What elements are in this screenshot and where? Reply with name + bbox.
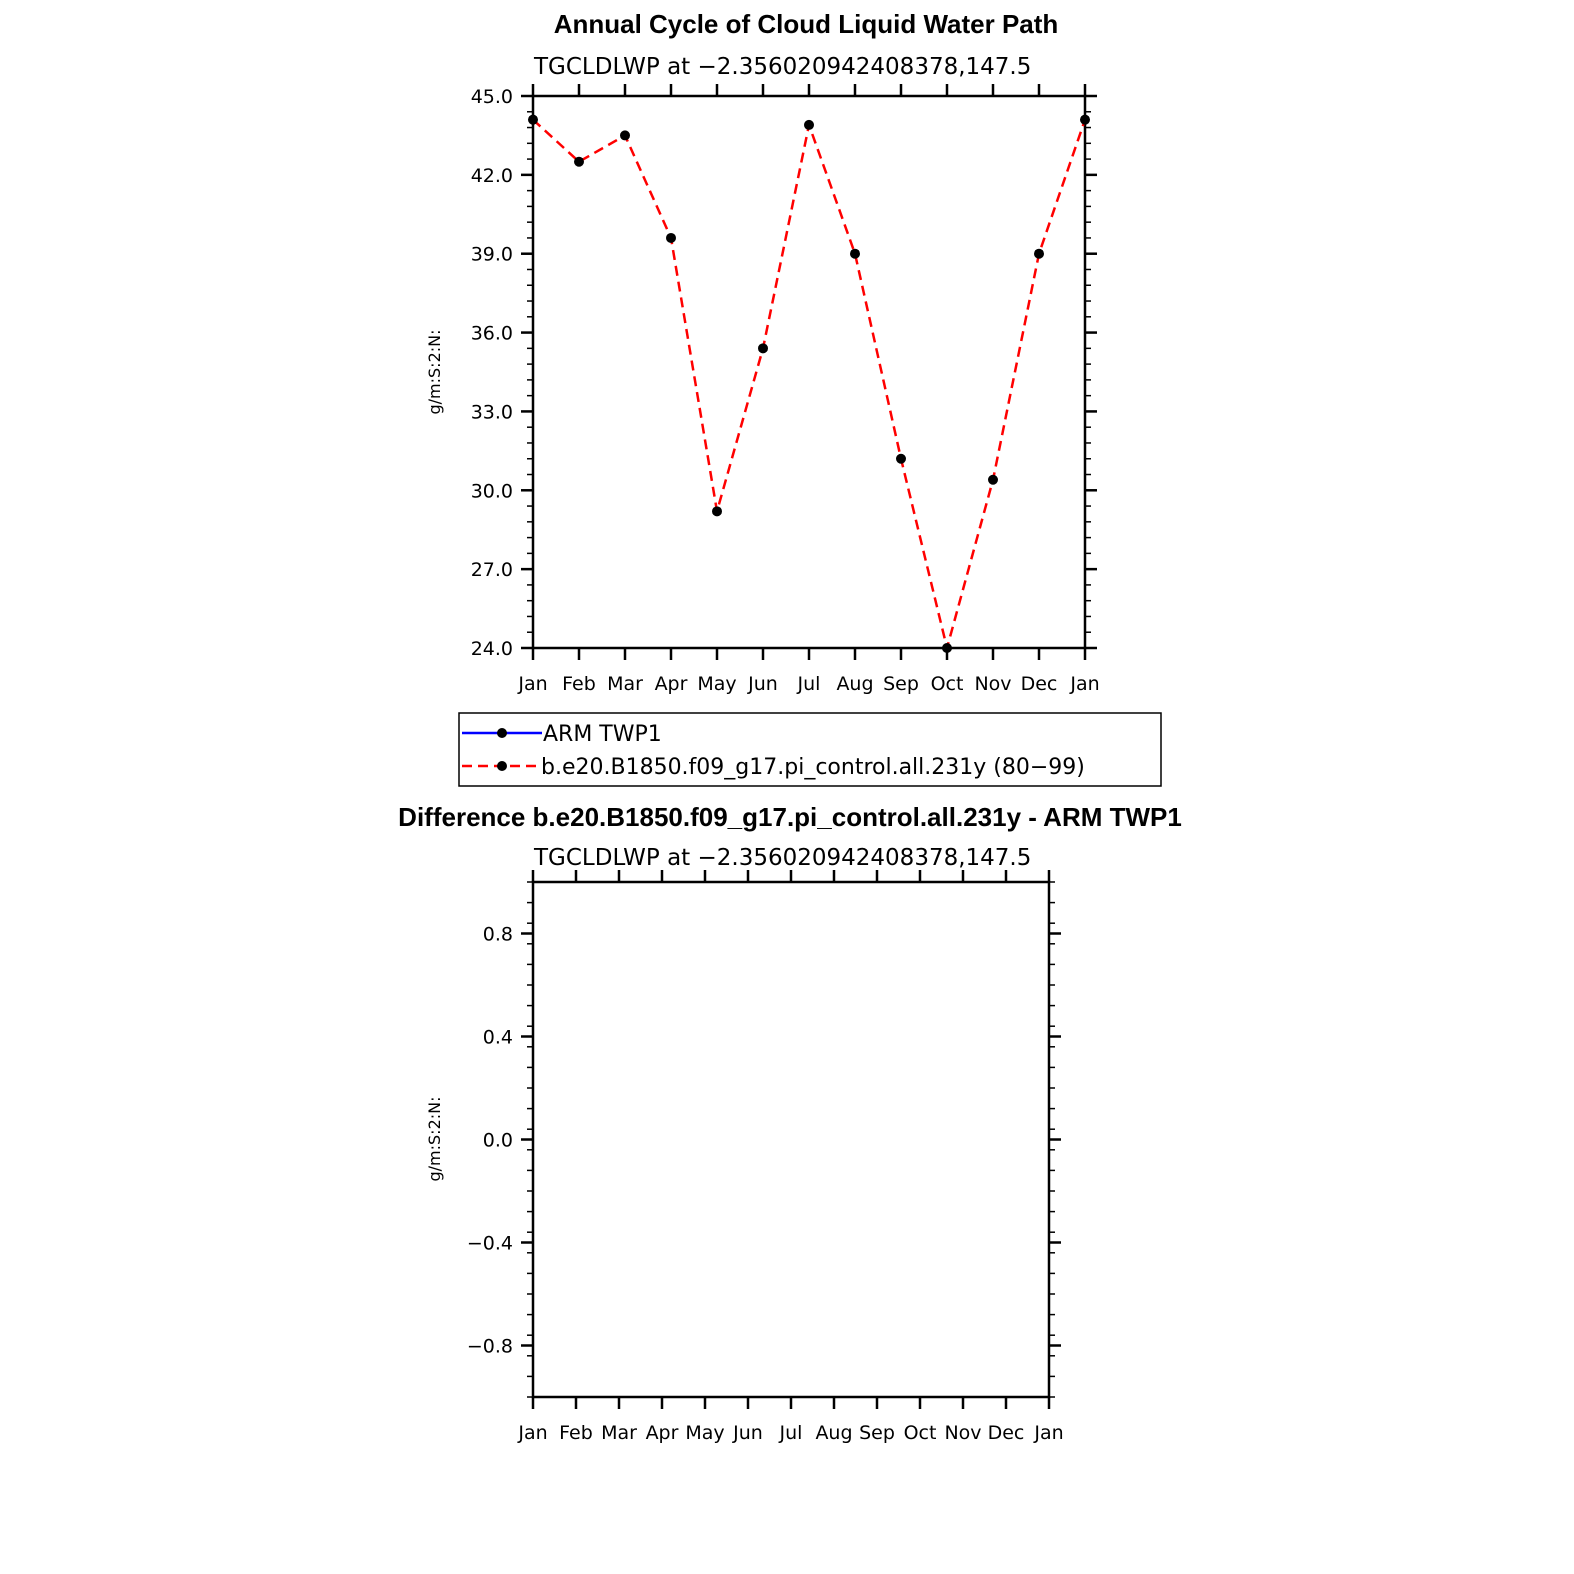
chart1-title: Annual Cycle of Cloud Liquid Water Path <box>553 9 1059 39</box>
chart1-data-point <box>712 506 722 516</box>
chart1-data-point <box>620 130 630 140</box>
chart2-plot-frame <box>533 882 1049 1397</box>
chart2-xtick-label: Feb <box>559 1422 593 1444</box>
chart2-ytick-label: 0.8 <box>482 923 513 946</box>
chart1-plot-frame <box>533 96 1085 648</box>
chart1-data-point <box>1034 249 1044 259</box>
chart1-ytick-label: 36.0 <box>470 322 513 345</box>
chart1-data-point <box>988 475 998 485</box>
chart1-xtick-label: Mar <box>607 673 643 695</box>
chart2-ytick-label: 0.0 <box>482 1129 513 1152</box>
chart2-subtitle: TGCLDLWP at −2.356020942408378,147.5 <box>534 845 1032 871</box>
chart2-axes <box>467 870 1064 1444</box>
chart2-ytick-label: −0.8 <box>466 1335 513 1358</box>
chart1-data-point <box>942 643 952 653</box>
legend <box>459 713 1161 786</box>
chart1-ytick-label: 27.0 <box>470 559 513 582</box>
chart2-xtick-label: Mar <box>601 1422 637 1444</box>
legend-label-arm: ARM TWP1 <box>543 722 662 747</box>
chart2-ytick-label: −0.4 <box>466 1232 513 1255</box>
chart1-xtick-label: Apr <box>654 673 688 695</box>
chart1-ytick-label: 24.0 <box>470 638 513 660</box>
legend-marker-arm <box>497 728 507 738</box>
chart2-xtick-label: Sep <box>859 1422 895 1444</box>
chart1-data-point <box>1080 115 1090 125</box>
legend-label-model: b.e20.B1850.f09_g17.pi_control.all.231y (80−99) <box>541 755 1085 780</box>
chart1-data-point <box>758 343 768 353</box>
chart1-ytick-label: 33.0 <box>470 401 513 424</box>
chart1-xtick-label: Dec <box>1020 673 1058 695</box>
chart1-data-point <box>850 249 860 259</box>
chart2-xtick-label: Apr <box>645 1422 679 1444</box>
legend-marker-model <box>497 761 507 771</box>
chart1-xtick-label: Sep <box>883 673 919 695</box>
chart2-ytick-label: 0.4 <box>482 1026 513 1049</box>
chart1-ytick-label: 39.0 <box>470 243 513 266</box>
chart1-axes <box>471 84 1100 695</box>
chart1-xtick-label: Nov <box>974 673 1012 695</box>
chart1-xtick-label: May <box>697 673 737 695</box>
chart1-data-point <box>804 120 814 130</box>
chart1-xtick-label: Jun <box>748 673 778 695</box>
chart1-data-point <box>574 157 584 167</box>
chart2-xtick-label: Jan <box>1034 1422 1064 1444</box>
chart2-xtick-label: Dec <box>987 1422 1025 1444</box>
chart1-series-line-1 <box>533 120 1085 648</box>
chart1-marks <box>528 115 1090 653</box>
chart2-xtick-label: May <box>685 1422 725 1444</box>
chart2-xtick-label: Jan <box>518 1422 548 1444</box>
chart1-data-point <box>666 233 676 243</box>
chart2-title: Difference b.e20.B1850.f09_g17.pi_control.all.231y - ARM TWP1 <box>398 802 1182 832</box>
chart1-xtick-label: Jul <box>797 673 821 695</box>
chart1-ytick-label: 30.0 <box>470 480 513 503</box>
chart2-xtick-label: Nov <box>944 1422 982 1444</box>
chart2-xtick-label: Jul <box>779 1422 803 1444</box>
chart1-ylabel: g/m:S:2:N: <box>425 329 444 415</box>
chart1-ytick-label: 45.0 <box>470 86 513 108</box>
chart1-xtick-label: Aug <box>836 673 874 695</box>
chart1-subtitle: TGCLDLWP at −2.356020942408378,147.5 <box>534 54 1032 80</box>
chart2-xtick-label: Oct <box>903 1422 937 1444</box>
chart2-ylabel: g/m:S:2:N: <box>425 1096 444 1182</box>
chart1-xtick-label: Jan <box>518 673 548 695</box>
chart1-xtick-label: Feb <box>562 673 596 695</box>
difference-chart <box>398 802 1182 1444</box>
chart1-ytick-label: 42.0 <box>470 164 513 187</box>
chart1-xtick-label: Oct <box>930 673 964 695</box>
chart1-data-point <box>896 454 906 464</box>
chart1-xtick-label: Jan <box>1070 673 1100 695</box>
chart2-xtick-label: Jun <box>733 1422 763 1444</box>
chart1-data-point <box>528 115 538 125</box>
chart2-xtick-label: Aug <box>815 1422 853 1444</box>
annual-cycle-chart <box>425 9 1100 695</box>
